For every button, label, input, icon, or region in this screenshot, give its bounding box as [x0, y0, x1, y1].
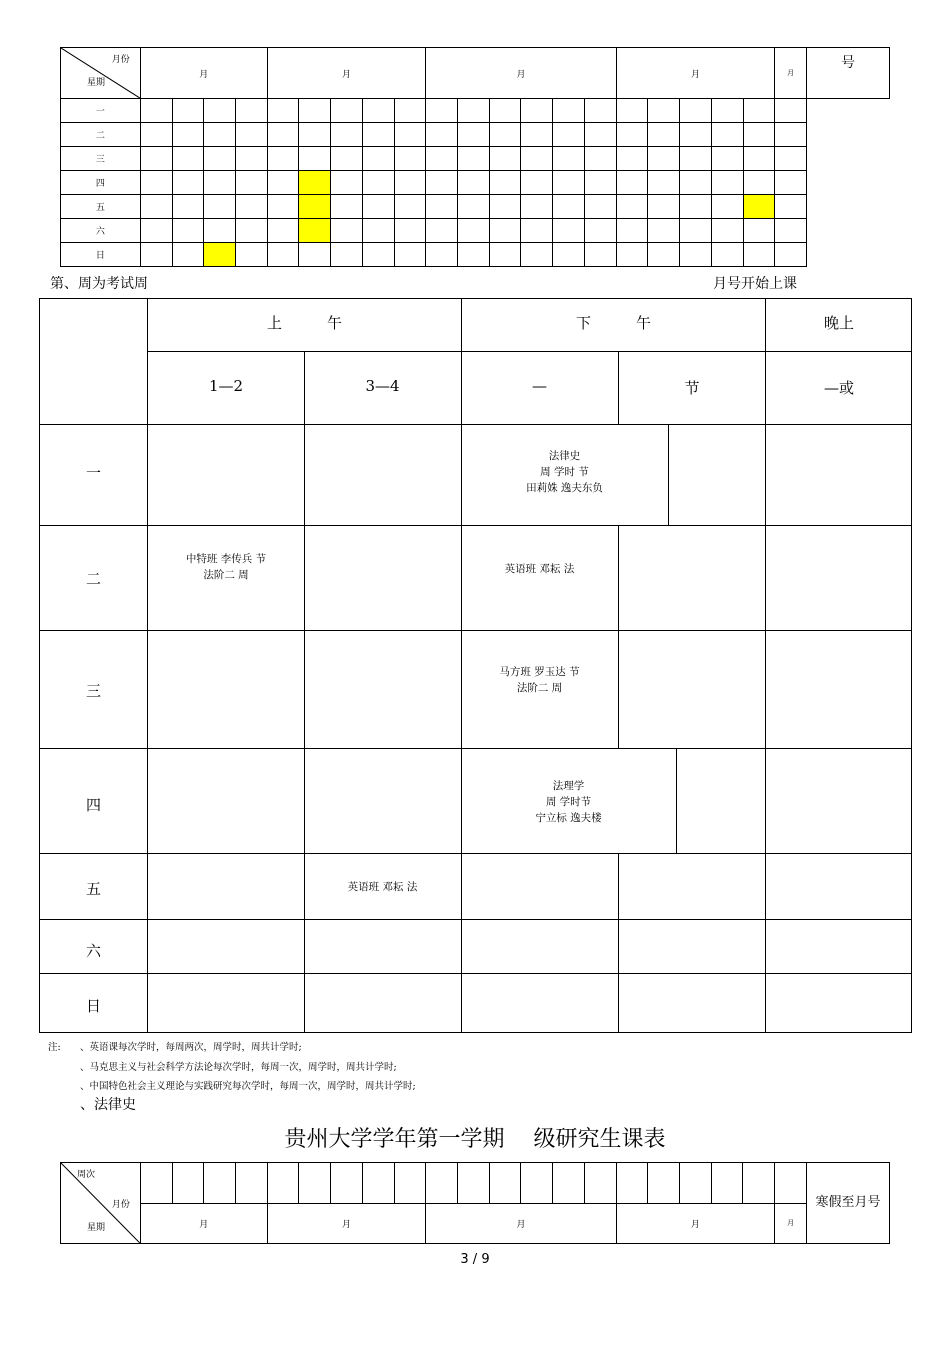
day-cell [235, 243, 267, 267]
day-cell [521, 171, 553, 195]
day-cell [648, 219, 680, 243]
page-number: 3 / 9 [460, 1252, 490, 1267]
grid-line [39, 853, 912, 854]
day-cell [299, 219, 331, 243]
day-cell [553, 99, 585, 123]
grid-line [147, 298, 148, 1033]
calendar2-header-corner [61, 1163, 141, 1244]
day-cell [235, 147, 267, 171]
day-cell [426, 243, 458, 267]
weekday-label: 六 [61, 219, 141, 243]
weekday-label: 三 [61, 147, 141, 171]
day-cell [648, 243, 680, 267]
day-cell [362, 123, 394, 147]
grid-line [148, 351, 912, 352]
day-cell [489, 195, 521, 219]
day-cell [711, 123, 743, 147]
period-label: 3—4 [365, 377, 400, 395]
day-cell [521, 243, 553, 267]
grid-line [39, 973, 912, 974]
month-header: 月 [267, 48, 426, 99]
day-cell [204, 123, 236, 147]
day-label: 日 [85, 997, 101, 1015]
grid-line [618, 630, 619, 748]
day-cell [426, 123, 458, 147]
day-cell [235, 219, 267, 243]
day-cell [616, 195, 648, 219]
day-cell [584, 147, 616, 171]
month-header: 月 [267, 1203, 426, 1244]
day-cell [204, 147, 236, 171]
day-cell [140, 99, 172, 123]
month-header: 月 [426, 1203, 616, 1244]
weekday-label: 二 [61, 123, 141, 147]
day-cell [680, 99, 712, 123]
day-cell [172, 123, 204, 147]
day-cell [267, 219, 299, 243]
month-header: 月 [140, 1203, 267, 1244]
note-line: 、法律史 [80, 1097, 136, 1113]
day-cell [584, 195, 616, 219]
day-cell [394, 171, 426, 195]
day-cell [267, 171, 299, 195]
header-week-label: 周次 [77, 1170, 96, 1180]
day-cell [458, 171, 490, 195]
day-cell [584, 99, 616, 123]
period-label: 节 [684, 379, 700, 397]
month-header: 月 [775, 1203, 807, 1244]
day-cell [426, 219, 458, 243]
day-label: 五 [85, 880, 101, 898]
day-cell [458, 243, 490, 267]
day-cell [775, 219, 807, 243]
week-cell [140, 1163, 172, 1204]
day-cell [584, 123, 616, 147]
calendar-table-1 [60, 47, 890, 267]
day-label: 四 [85, 796, 101, 814]
day-cell [648, 171, 680, 195]
day-label: 三 [85, 682, 101, 700]
header-weekday-label: 星期 [87, 1223, 106, 1233]
day-cell [489, 147, 521, 171]
day-cell [489, 243, 521, 267]
day-cell [204, 195, 236, 219]
day-cell [394, 243, 426, 267]
day-cell [331, 219, 363, 243]
day-label: 一 [85, 464, 101, 482]
month-header: 月 [775, 48, 807, 99]
header-month-label: 月份 [111, 1200, 130, 1210]
day-cell [235, 171, 267, 195]
day-cell [204, 99, 236, 123]
day-cell [458, 195, 490, 219]
day-cell [235, 99, 267, 123]
day-cell [140, 171, 172, 195]
schedule-title: 贵州大学学年第一学期 级研究生课表 [284, 1127, 666, 1152]
day-cell [616, 99, 648, 123]
day-cell [458, 99, 490, 123]
day-cell [394, 147, 426, 171]
day-cell [553, 171, 585, 195]
day-cell [426, 99, 458, 123]
day-cell [521, 123, 553, 147]
day-cell [584, 219, 616, 243]
grid-line [304, 351, 305, 1033]
day-cell [521, 99, 553, 123]
grid-line [39, 424, 912, 425]
day-cell [743, 171, 775, 195]
day-cell [299, 123, 331, 147]
day-cell [394, 195, 426, 219]
day-cell [584, 171, 616, 195]
day-cell [331, 123, 363, 147]
header-pm: 下 午 [575, 314, 651, 332]
day-cell [680, 243, 712, 267]
day-cell [743, 195, 775, 219]
day-cell [299, 147, 331, 171]
day-cell [204, 171, 236, 195]
day-cell [680, 195, 712, 219]
day-cell [331, 243, 363, 267]
day-cell [172, 195, 204, 219]
day-cell [521, 219, 553, 243]
calendar-table-2 [60, 1162, 890, 1244]
day-cell [680, 219, 712, 243]
course-thu-pm: 法理学 周 学时节 宁立标 逸夫楼 [535, 780, 602, 824]
course-tue-am: 中特班 李传兵 节 法阶二 周 [185, 553, 267, 581]
day-cell [680, 171, 712, 195]
day-cell [553, 195, 585, 219]
day-cell [616, 243, 648, 267]
day-cell [616, 219, 648, 243]
day-cell [743, 123, 775, 147]
class-start-note: 月号开始上课 [713, 276, 797, 292]
day-cell [267, 123, 299, 147]
note-line: 、中国特色社会主义理论与实践研究每次学时，每周一次，周学时，周共计学时; [80, 1081, 416, 1092]
header-month-label: 月份 [111, 55, 130, 65]
day-cell [267, 99, 299, 123]
day-cell [458, 147, 490, 171]
grid-line [618, 525, 619, 630]
month-header: 月 [616, 1203, 775, 1244]
day-cell [489, 219, 521, 243]
weekday-label: 四 [61, 171, 141, 195]
header-am: 上 午 [266, 314, 342, 332]
day-cell [458, 123, 490, 147]
day-cell [553, 219, 585, 243]
course-mon-pm: 法律史 周 学时 节 田莉姝 逸夫东负 [526, 450, 603, 494]
weekday-label: 日 [61, 243, 141, 267]
period-label: — [532, 377, 547, 395]
period-label: —或 [823, 379, 854, 397]
day-cell [267, 243, 299, 267]
day-cell [584, 243, 616, 267]
day-cell [743, 219, 775, 243]
grid-line [39, 919, 912, 920]
grid-line [39, 748, 912, 749]
month-header: 月 [426, 48, 616, 99]
calendar-header-corner [61, 48, 141, 99]
day-cell [711, 219, 743, 243]
day-cell [394, 219, 426, 243]
course-tue-pm: 英语班 邓耘 法 [504, 563, 575, 575]
day-cell [331, 195, 363, 219]
day-cell [553, 147, 585, 171]
day-cell [680, 147, 712, 171]
note-line: 、马克思主义与社会科学方法论每次学时，每周一次，周学时，周共计学时; [80, 1062, 397, 1073]
day-cell [521, 147, 553, 171]
grid-line [765, 298, 766, 1033]
exam-week-note: 第、周为考试周 [50, 276, 148, 292]
day-cell [775, 99, 807, 123]
day-cell [426, 147, 458, 171]
day-cell [711, 195, 743, 219]
day-label: 六 [85, 942, 101, 960]
day-cell [489, 123, 521, 147]
grid-line [39, 630, 912, 631]
day-cell [204, 243, 236, 267]
day-cell [299, 195, 331, 219]
day-cell [331, 147, 363, 171]
day-cell [267, 195, 299, 219]
day-cell [394, 123, 426, 147]
day-cell [172, 147, 204, 171]
grid-line [618, 853, 619, 1033]
day-cell [140, 243, 172, 267]
day-cell [711, 243, 743, 267]
day-cell [743, 147, 775, 171]
day-cell [648, 147, 680, 171]
weekday-label: 五 [61, 195, 141, 219]
day-cell [299, 243, 331, 267]
day-cell [648, 99, 680, 123]
day-cell [362, 243, 394, 267]
day-cell [362, 99, 394, 123]
grid-line [618, 351, 619, 425]
day-cell [331, 171, 363, 195]
day-cell [362, 147, 394, 171]
day-cell [775, 147, 807, 171]
side-label-2: 寒假至月号 [806, 1163, 889, 1244]
day-cell [299, 99, 331, 123]
day-cell [140, 147, 172, 171]
day-cell [521, 195, 553, 219]
day-cell [140, 195, 172, 219]
header-evening: 晚上 [823, 314, 854, 332]
day-cell [553, 123, 585, 147]
notes-label: 注: [48, 1042, 61, 1053]
day-cell [331, 99, 363, 123]
day-cell [362, 195, 394, 219]
day-cell [235, 195, 267, 219]
header-weekday-label: 星期 [87, 78, 106, 88]
day-cell [775, 171, 807, 195]
day-cell [553, 243, 585, 267]
day-cell [711, 99, 743, 123]
day-cell [743, 99, 775, 123]
weekday-label: 一 [61, 99, 141, 123]
day-label: 二 [85, 570, 101, 588]
day-cell [299, 171, 331, 195]
day-cell [172, 99, 204, 123]
day-cell [204, 219, 236, 243]
month-header: 月 [616, 48, 775, 99]
day-cell [680, 123, 712, 147]
day-cell [362, 219, 394, 243]
day-cell [648, 123, 680, 147]
day-cell [140, 219, 172, 243]
day-cell [711, 171, 743, 195]
grid-line [461, 298, 462, 1033]
period-label: 1—2 [208, 377, 244, 395]
course-fri-am2: 英语班 邓耘 法 [347, 881, 418, 893]
day-cell [140, 123, 172, 147]
day-cell [775, 243, 807, 267]
day-cell [394, 99, 426, 123]
course-wed-pm: 马方班 罗玉达 节 法阶二 周 [499, 666, 580, 694]
day-cell [743, 243, 775, 267]
day-cell [489, 99, 521, 123]
day-cell [775, 195, 807, 219]
day-cell [426, 171, 458, 195]
day-cell [616, 123, 648, 147]
grid-line [39, 525, 912, 526]
day-cell [489, 171, 521, 195]
day-cell [616, 147, 648, 171]
day-cell [362, 171, 394, 195]
day-cell [711, 147, 743, 171]
note-line: 、英语课每次学时，每周两次，周学时，周共计学时; [80, 1042, 302, 1053]
grid-line [668, 424, 669, 525]
day-cell [235, 123, 267, 147]
day-cell [616, 171, 648, 195]
day-cell [458, 219, 490, 243]
side-label: 号 [807, 48, 890, 99]
grid-line [676, 748, 677, 853]
day-cell [426, 195, 458, 219]
day-cell [172, 171, 204, 195]
day-cell [267, 147, 299, 171]
day-cell [172, 219, 204, 243]
day-cell [648, 195, 680, 219]
day-cell [775, 123, 807, 147]
month-header: 月 [140, 48, 267, 99]
day-cell [172, 243, 204, 267]
